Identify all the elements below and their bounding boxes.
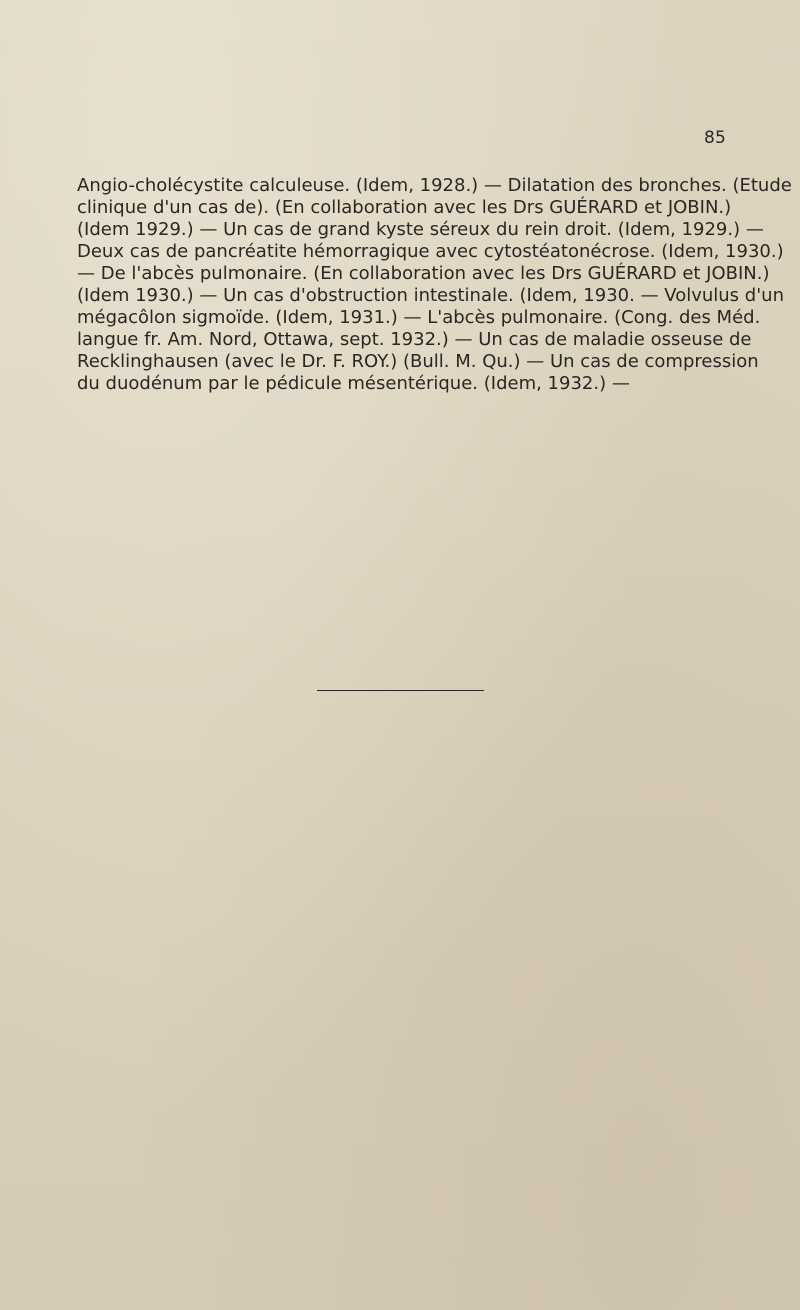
bibliography-line: mégacôlon sigmoïde. (Idem, 1931.) — L'abcès pulmonaire. (Cong. des Méd. — [77, 307, 761, 328]
bibliography-line: (Idem 1929.) — Un cas de grand kyste séreux du rein droit. (Idem, 1929.) — — [77, 219, 764, 240]
bibliography-line: du duodénum par le pédicule mésentérique. (Idem, 1932.) — — [77, 373, 630, 394]
bibliography-paragraph — [77, 175, 792, 395]
bibliography-line: clinique d'un cas de). (En collaboration avec les Drs GUÉRARD et JOBIN.) — [77, 197, 732, 218]
bibliography-line: Deux cas de pancréatite hémorragique avec cytostéatonécrose. (Idem, 1930.) — [77, 241, 784, 262]
bibliography-line: Angio-cholécystite calculeuse. (Idem, 1928.) — Dilatation des bronches. (Etude — [77, 175, 792, 196]
bibliography-line: Recklinghausen (avec le Dr. F. ROY.) (Bull. M. Qu.) — Un cas de compression — [77, 351, 759, 372]
bibliography-line: langue fr. Am. Nord, Ottawa, sept. 1932.) — Un cas de maladie osseuse de — [77, 329, 752, 350]
bibliography-line: (Idem 1930.) — Un cas d'obstruction intestinale. (Idem, 1930. — Volvulus d'un — [77, 285, 784, 306]
section-divider-rule — [317, 690, 484, 691]
bibliography-line: — De l'abcès pulmonaire. (En collaboration avec les Drs GUÉRARD et JOBIN.) — [77, 263, 770, 284]
page-number: 85 — [703, 128, 726, 148]
